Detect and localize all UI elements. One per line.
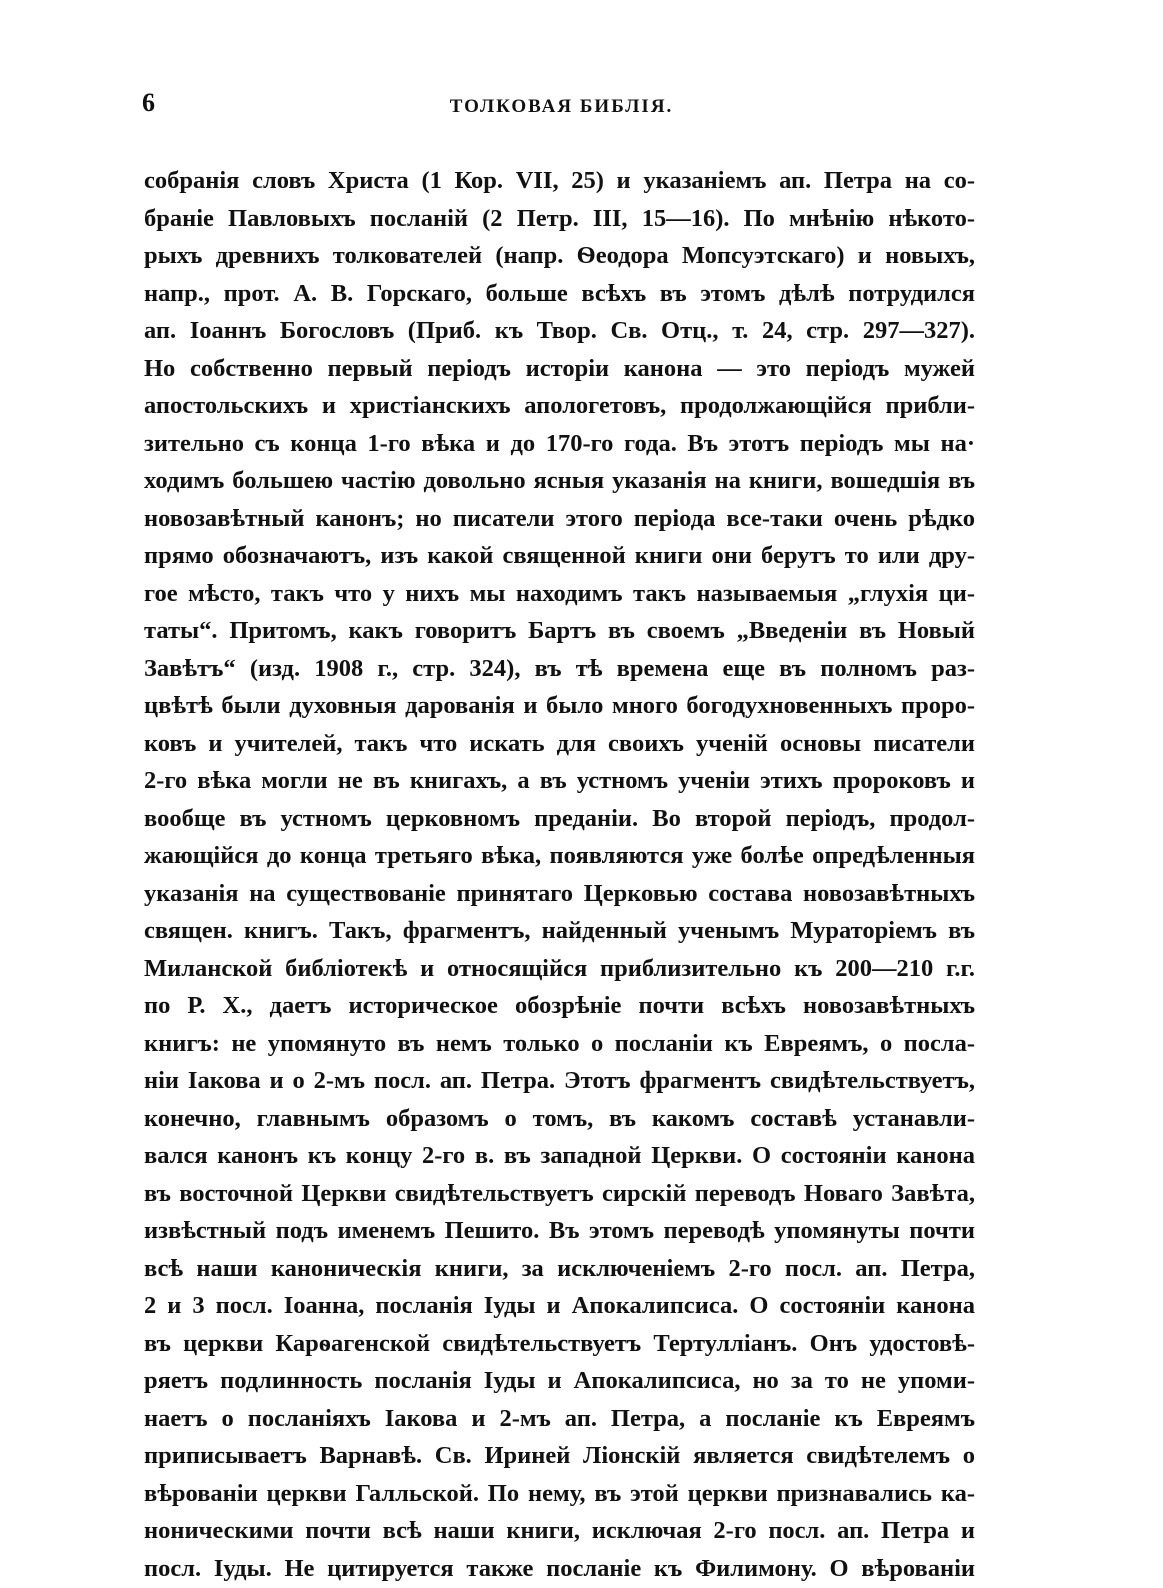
text-line: вѣрованіи церкви Галльской. По нему, въ этой церкви признавались ка- [144,1479,975,1507]
text-line: извѣстный подъ именемъ Пешито. Въ этомъ переводѣ упомянуты почти [144,1217,975,1244]
text-line: гое мѣсто, такъ что у нихъ мы находимъ такъ называемыя „глухія ци- [144,579,975,607]
text-line: священ. книгъ. Такъ, фрагментъ, найденный ученымъ Мураторіемъ въ [144,917,975,944]
text-line: новозавѣтный канонъ; но писатели этого періода все-таки очень рѣдко [144,504,975,532]
text-line: конечно, главнымъ образомъ о томъ, въ какомъ составѣ устанавли- [144,1104,975,1132]
text-line: апостольскихъ и христіанскихъ апологетовъ, продолжающійся прибли- [144,392,975,419]
text-line: ходимъ большею частію довольно ясныя указанія на книги, вошедшія въ [144,467,975,494]
text-line: Миланской библіотекѣ и относящійся приблизительно къ 200—210 г.г. [144,954,975,982]
text-line: приписываетъ Варнавѣ. Св. Ириней Ліонскій является свидѣтелемъ о [144,1442,975,1469]
text-line: ніи Іакова и о 2-мъ посл. ап. Петра. Этотъ фрагментъ свидѣтельствуетъ, [144,1067,975,1094]
text-line: напр., прот. А. В. Горскаго, больше всѣхъ въ этомъ дѣлѣ потрудился [144,279,975,307]
text-line: прямо обозначаютъ, изъ какой священной книги они берутъ то или дру- [144,542,975,569]
text-line: Завѣтъ“ (изд. 1908 г., стр. 324), въ тѣ времена еще въ полномъ раз- [144,654,975,682]
text-line: ряетъ подлинность посланія Іуды и Апокалипсиса, но за то не упоми- [144,1367,975,1394]
running-title-text: ТОЛКОВАЯ БИБЛІЯ. [449,96,674,117]
text-line: наетъ о посланіяхъ Іакова и 2-мъ ап. Петра, а посланіе къ Евреямъ [144,1404,975,1432]
body-text [144,162,975,1587]
text-line: Но собственно первый періодъ исторіи канона — это періодъ мужей [144,354,975,382]
text-line: указанія на существованіе принятаго Церковью состава новозавѣтныхъ [144,879,975,907]
text-line: ноническими почти всѣ наши книги, исключая 2-го посл. ап. Петра и [144,1517,975,1544]
text-line: посл. Іуды. Не цитируется также посланіе къ Филимону. О вѣрованіи [144,1554,975,1582]
text-line: книгъ: не упомянуто въ немъ только о посланіи къ Евреямъ, о посла- [144,1029,975,1057]
text-line: вался канонъ къ концу 2-го в. въ западной Церкви. О состояніи канона [144,1142,975,1169]
text-line: таты“. Притомъ, какъ говоритъ Бартъ въ своемъ „Введеніи въ Новый [144,617,975,644]
text-line: вообще въ устномъ церковномъ преданіи. Во второй періодъ, продол- [144,804,975,832]
text-line: ап. Іоаннъ Богословъ (Приб. къ Твор. Св. Отц., т. 24, стр. 297—327). [144,317,975,344]
text-line: цвѣтѣ были духовныя дарованія и было много богодухновенныхъ проро- [144,692,975,719]
text-line: зительно съ конца 1-го вѣка и до 170-го года. Въ этотъ періодъ мы на· [144,429,975,457]
text-line: въ церкви Карѳагенской свидѣтельствуетъ Тертулліанъ. Онъ удостовѣ- [144,1329,975,1357]
text-line: собранія словъ Христа (1 Кор. VII, 25) и указаніемъ ап. Петра на со- [144,167,975,194]
text-line: по Р. Х., даетъ историческое обозрѣніе почти всѣхъ новозавѣтныхъ [144,992,975,1019]
text-line: рыхъ древнихъ толкователей (напр. Ѳеодора Мопсуэтскаго) и новыхъ, [144,242,975,269]
running-title [0,95,1163,119]
text-line: ковъ и учителей, такъ что искать для своихъ ученій основы писатели [144,729,975,757]
text-line: въ восточной Церкви свидѣтельствуетъ сирскій переводъ Новаго Завѣта, [144,1179,975,1207]
page-number: 6 [142,88,155,117]
text-line: всѣ наши каноническія книги, за исключеніемъ 2-го посл. ап. Петра, [144,1254,975,1282]
text-line: браніе Павловыхъ посланій (2 Петр. III, 15—16). По мнѣнію нѣкото- [144,204,975,232]
text-line: жающійся до конца третьяго вѣка, появляются уже болѣе опредѣленныя [144,842,975,869]
text-line: 2-го вѣка могли не въ книгахъ, а въ устномъ ученіи этихъ пророковъ и [144,767,975,794]
text-line: 2 и 3 посл. Іоанна, посланія Іуды и Апокалипсиса. О состояніи канона [144,1292,975,1319]
